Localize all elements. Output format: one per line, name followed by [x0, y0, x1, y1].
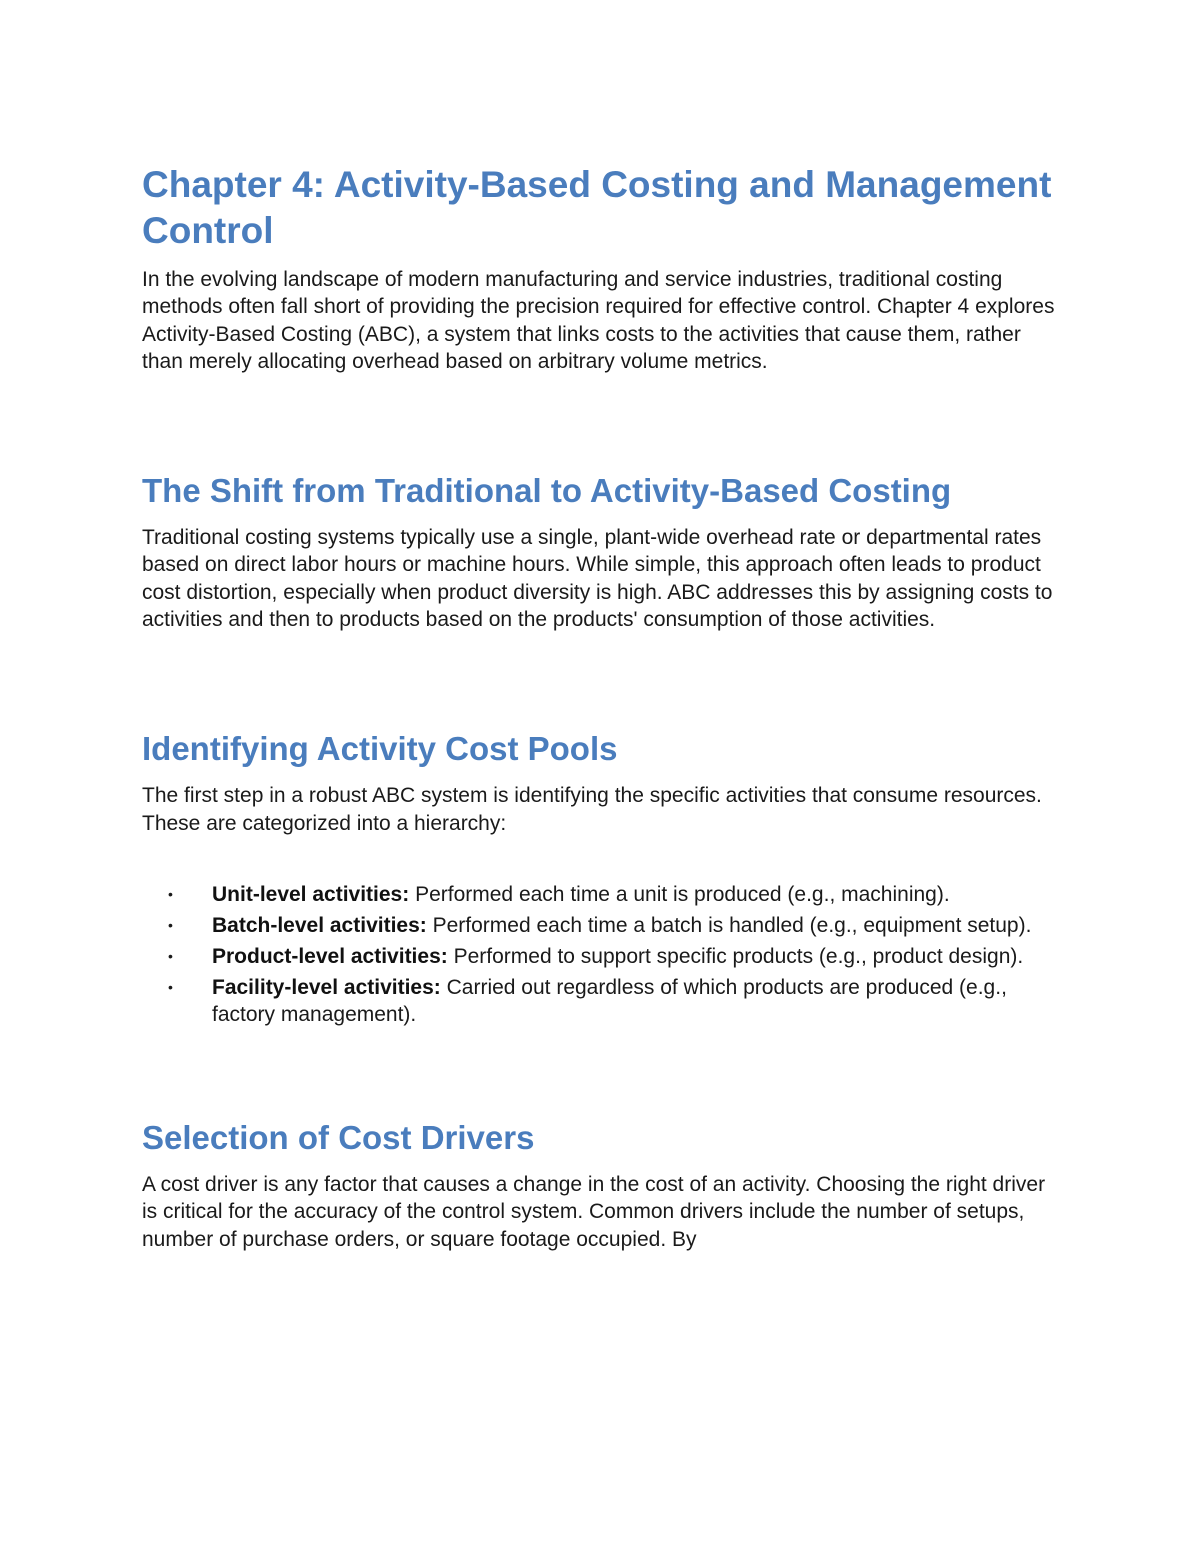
list-item	[142, 943, 1062, 970]
list-item-term: Unit-level activities:	[212, 882, 410, 906]
intro-paragraph: In the evolving landscape of modern manufacturing and service industries, traditional costing methods often fall short of providing the precision required for effective control. Chapter 4 explores Activity-Based Costing (ABC), a system that links costs to the activities that cause them, rather than merely allocating overhead based on arbitrary volume metrics.	[142, 268, 1055, 373]
list-item-term: Batch-level activities:	[212, 913, 427, 937]
list-item-desc: Performed each time a unit is produced (e.g., machining).	[409, 882, 950, 906]
section-heading: The Shift from Traditional to Activity-Based Costing	[142, 472, 952, 510]
section-cost-pools	[142, 729, 1062, 1028]
bullet-icon: •	[168, 885, 173, 902]
list-item	[142, 881, 1062, 908]
section-paragraph: The first step in a robust ABC system is identifying the specific activities that consume resources. These are categorized into a hierarchy:	[142, 784, 1042, 835]
section-paragraph: A cost driver is any factor that causes a change in the cost of an activity. Choosing the right driver is critical for the accuracy of the control system. Common drivers include the number of setups, number of purchase orders, or square footage occupied. By	[142, 1172, 1046, 1251]
list-item	[142, 974, 1062, 1028]
bullet-icon: •	[168, 916, 173, 933]
list-item-desc: Performed each time a batch is handled (e.g., equipment setup).	[426, 913, 1032, 937]
list-item-term: Facility-level activities:	[212, 975, 441, 999]
list-item-desc: Performed to support specific products (e.g., product design).	[447, 944, 1024, 968]
section-shift	[142, 471, 1062, 633]
list-item-term: Product-level activities:	[212, 944, 448, 968]
list-item-desc: Carried out regardless of which products are produced (e.g., factory management).	[212, 975, 1007, 1026]
activity-hierarchy-list	[142, 881, 1062, 1028]
bullet-icon: •	[168, 978, 173, 995]
section-heading: Identifying Activity Cost Pools	[142, 730, 618, 768]
list-item	[142, 912, 1062, 939]
document-page	[142, 162, 1062, 1253]
section-heading: Selection of Cost Drivers	[142, 1118, 535, 1156]
chapter-title: Chapter 4: Activity-Based Costing and Management Control	[142, 164, 1052, 251]
section-cost-drivers	[142, 1118, 1062, 1253]
bullet-icon: •	[168, 947, 173, 964]
section-paragraph: Traditional costing systems typically use a single, plant-wide overhead rate or departmental rates based on direct labor hours or machine hours. While simple, this approach often leads to product cost distortion, especially when product diversity is high. ABC addresses this by assigning costs to activities and then to products based on the products' consumption of those activities.	[142, 526, 1053, 632]
